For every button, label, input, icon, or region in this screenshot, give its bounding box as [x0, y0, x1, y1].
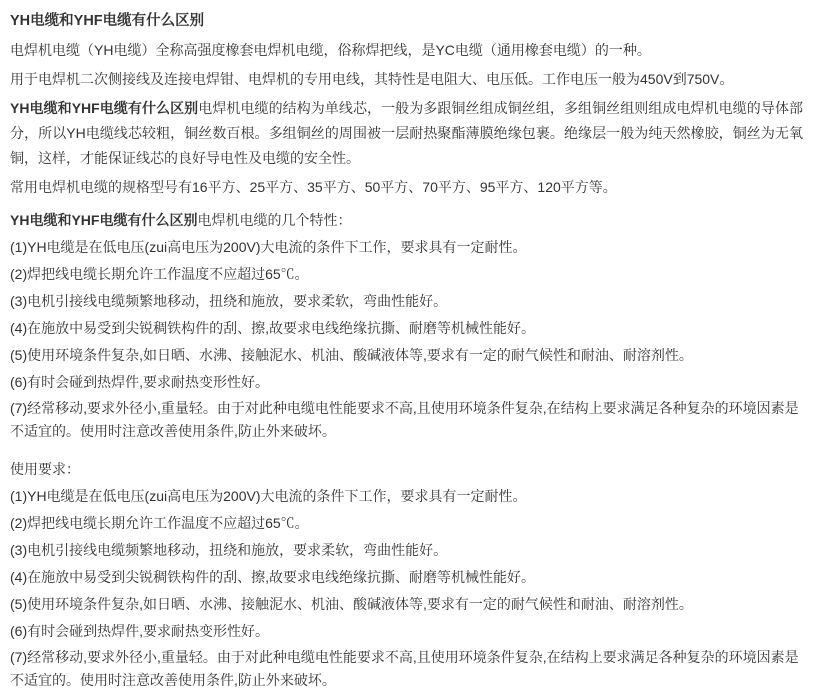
structure-paragraph	[10, 96, 803, 171]
list-item: (5)使用环境条件复杂,如日晒、水沸、接触泥水、机油、酸碱液体等,要求有一定的耐气候性和耐油、耐溶剂性。	[10, 347, 693, 363]
list-item: (6)有时会碰到热焊件,要求耐热变形性好。	[10, 374, 269, 390]
characteristics-heading-lead: YH电缆和YHF电缆有什么区别	[10, 212, 198, 228]
list-item: (6)有时会碰到热焊件,要求耐热变形性好。	[10, 623, 269, 639]
list-item: (5)使用环境条件复杂,如日晒、水沸、接触泥水、机油、酸碱液体等,要求有一定的耐气候性和耐油、耐溶剂性。	[10, 596, 693, 612]
list-item: (4)在施放中易受到尖锐稠铁构件的刮、擦,故要求电线绝缘抗撕、耐磨等机械性能好。	[10, 569, 535, 585]
intro-paragraph-1: 电焊机电缆（YH电缆）全称高强度橡套电焊机电缆，俗称焊把线，是YC电缆（通用橡套电缆）的一种。	[10, 42, 651, 58]
intro-paragraph-2: 用于电焊机二次侧接线及连接电焊钳、电焊机的专用电线，其特性是电阻大、电压低。工作电压一般为450V到750V。	[10, 71, 734, 87]
list-item: (2)焊把线电缆长期允许工作温度不应超过65℃。	[10, 515, 309, 531]
list-item: (7)经常移动,要求外径小,重量轻。由于对此种电缆电性能要求不高,且使用环境条件复杂,在结构上要求满足各种复杂的环境因素是不适宜的。使用时注意改善使用条件,防止外来破坏。	[10, 649, 799, 688]
list-item: (1)YH电缆是在低电压(zui高电压为200V)大电流的条件下工作，要求具有一定耐性。	[10, 239, 527, 255]
list-item: (3)电机引接线电缆频繁地移动，扭绕和施放，要求柔软，弯曲性能好。	[10, 542, 448, 558]
usage-heading: 使用要求：	[10, 461, 80, 477]
page-title: YH电缆和YHF电缆有什么区别	[10, 13, 205, 29]
list-item: (4)在施放中易受到尖锐稠铁构件的刮、擦,故要求电线绝缘抗撕、耐磨等机械性能好。	[10, 320, 535, 336]
list-item: (1)YH电缆是在低电压(zui高电压为200V)大电流的条件下工作，要求具有一定耐性。	[10, 488, 527, 504]
list-item: (3)电机引接线电缆频繁地移动，扭绕和施放，要求柔软，弯曲性能好。	[10, 293, 448, 309]
characteristics-heading-body: 电焊机电缆的几个特性：	[197, 212, 352, 228]
characteristics-heading	[10, 208, 803, 233]
section-spacer	[10, 445, 803, 457]
list-item: (2)焊把线电缆长期允许工作温度不应超过65℃。	[10, 266, 309, 282]
spec-paragraph: 常用电焊机电缆的规格型号有16平方、25平方、35平方、50平方、70平方、95平方、120平方等。	[10, 179, 617, 195]
structure-paragraph-body: 电焊机电缆的结构为单线芯，一般为多跟铜丝组成铜丝组，多组铜丝组则组成电焊机电缆的导体部分，所以YH电缆线芯较粗，铜丝数百根。多组铜丝的周围被一层耐热聚酯薄膜绝缘包裹。绝缘层一般为纯天然橡胶，铜丝为无氧铜，这样，才能保证线芯的良好导电性及电缆的安全性。	[10, 100, 804, 166]
list-item: (7)经常移动,要求外径小,重量轻。由于对此种电缆电性能要求不高,且使用环境条件复杂,在结构上要求满足各种复杂的环境因素是不适宜的。使用时注意改善使用条件,防止外来破坏。	[10, 400, 799, 439]
structure-paragraph-lead: YH电缆和YHF电缆有什么区别	[10, 100, 199, 116]
